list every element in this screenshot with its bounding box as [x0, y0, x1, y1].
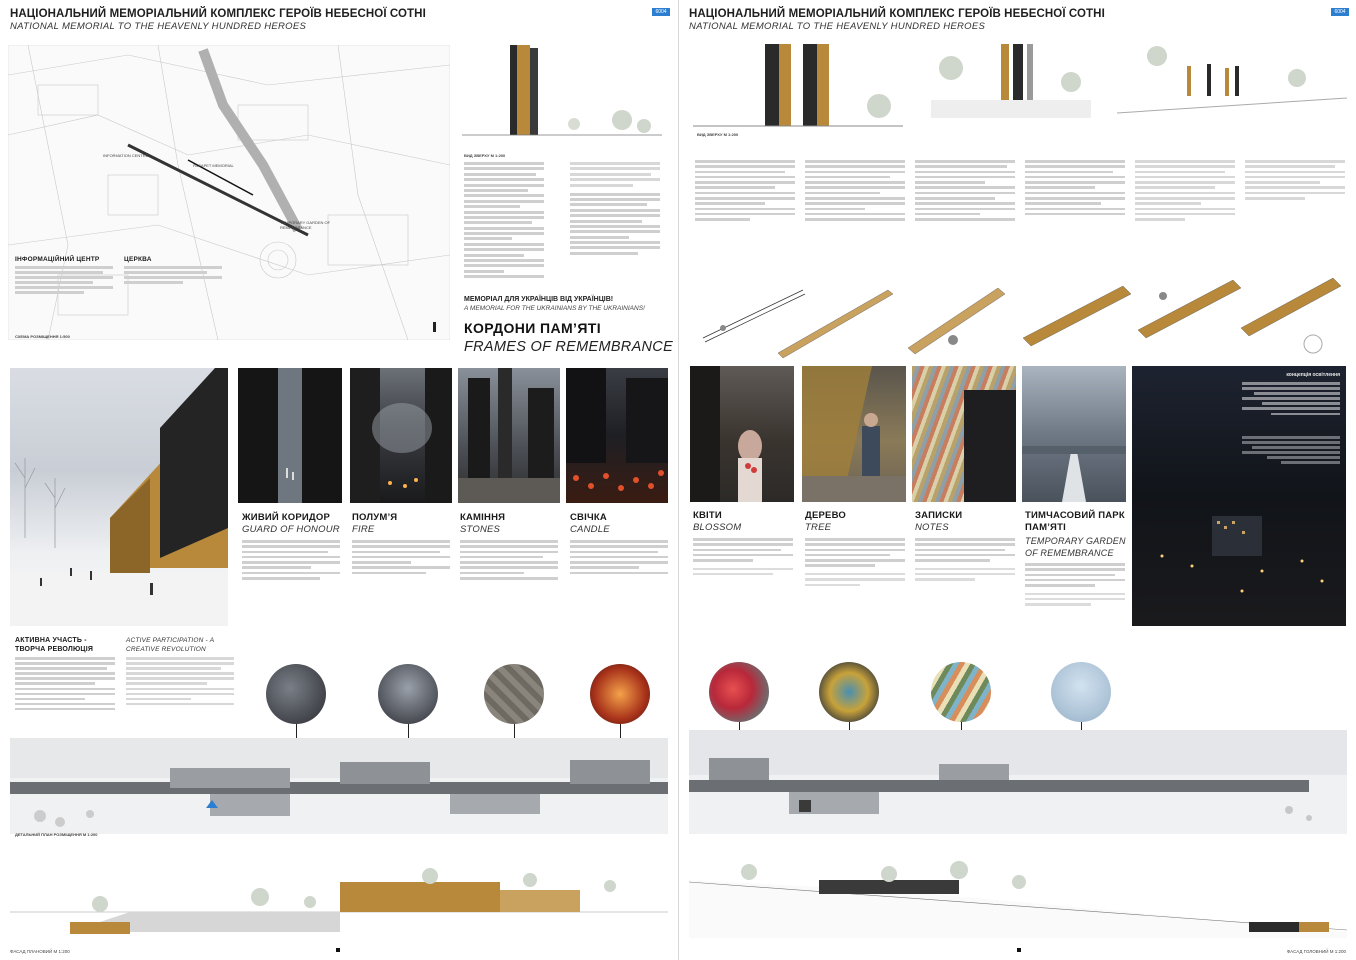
circle-photo-tree: [819, 662, 879, 722]
facade-elevation-strip-right: [689, 852, 1347, 938]
concept-subtitle-en: A MEMORIAL FOR THE UKRAINIANS BY THE UKRAINIANS!: [464, 305, 645, 312]
photo-tree: [802, 366, 906, 502]
circle-photo-candle: [590, 664, 650, 724]
church-heading: ЦЕРКВА: [124, 256, 152, 263]
right-page-mark: [1017, 948, 1021, 952]
concept-subtitle-ua: МЕМОРІАЛ ДЛЯ УКРАЇНЦІВ ВІД УКРАЇНЦІВ!: [464, 296, 614, 303]
section-texts-garden: [1025, 563, 1125, 609]
circle-photo-stones: [484, 664, 544, 724]
active-participation-ua: АКТИВНА УЧАСТЬ - ТВОРЧА РЕВОЛЮЦІЯ: [15, 637, 94, 653]
section-guard-en: GUARD OF HONOUR: [242, 524, 340, 535]
circle-photo-guard: [266, 664, 326, 724]
section-texts-blossom: [693, 538, 793, 578]
section-stones-en: STONES: [460, 524, 501, 535]
elevation-drawing-3: [1117, 38, 1347, 138]
masterplan-scale: СХЕМА РОЗМІЩЕННЯ 1:500: [15, 334, 70, 339]
elevation-drawing-1: [693, 38, 903, 138]
section-tree-en: TREE: [805, 522, 832, 533]
photo-temporary-garden: [1022, 366, 1126, 502]
map-label-garden: TEMPORARY GARDEN OF REMEMBRANCE: [280, 220, 331, 230]
map-label-parapet: PARAPET MEMORIAL: [193, 163, 234, 168]
lighting-title: концепція освітлення: [1286, 372, 1340, 378]
right-text-col5: [1135, 160, 1235, 224]
snow-render-photo: [10, 368, 228, 626]
header-title-en-right: NATIONAL MEMORIAL TO THE HEAVENLY HUNDRED HEROES: [689, 21, 986, 32]
info-centre-heading: ІНФОРМАЦІЙНИЙ ЦЕНТР: [15, 256, 100, 263]
concept-view-label: ВИД ЗВЕРХУ М 1:200: [464, 153, 506, 158]
section-notes-ua: ЗАПИСКИ: [915, 510, 963, 521]
section-candle-ua: СВІЧКА: [570, 512, 607, 523]
section-notes-en: NOTES: [915, 522, 949, 533]
active-text-ua: [15, 657, 115, 713]
axonometric-sequence: [693, 268, 1347, 360]
section-fire-en: FIRE: [352, 524, 375, 535]
section-guard-ua: ЖИВИЙ КОРИДОР: [242, 512, 331, 523]
detailed-plan-label: ДЕТАЛЬНИЙ ПЛАН РОЗМІЩЕННЯ М 1:200: [15, 832, 98, 837]
section-tree-ua: ДЕРЕВО: [805, 510, 846, 521]
right-text-col6: [1245, 160, 1345, 202]
detailed-plan-strip: [10, 738, 668, 834]
section-garden-ua: ТИМЧАСОВИЙ ПАРК ПАМ’ЯТІ: [1025, 510, 1125, 533]
concept-title-ua: КОРДОНИ ПАМ’ЯТІ: [464, 320, 602, 336]
facade-elevation-strip: [10, 852, 668, 938]
active-participation-en: ACTIVE PARTICIPATION - A CREATIVE REVOLUTION: [126, 637, 214, 653]
lighting-concept-panel: [1132, 366, 1346, 626]
section-texts-notes: [915, 538, 1015, 584]
right-text-col2: [805, 160, 905, 224]
lighting-text-ua: [1242, 382, 1340, 418]
concept-title-en: FRAMES OF REMEMBRANCE: [464, 339, 674, 355]
section-texts-fire: [352, 540, 450, 577]
left-sheet-footer: ФАСАД ПЛАНОВИЙ М 1:200: [10, 949, 70, 954]
circle-photo-garden: [1051, 662, 1111, 722]
right-sheet-footer: ФАСАД ГОЛОВНИЙ М 1:200: [1286, 949, 1346, 954]
section-garden-en: TEMPORARY GARDEN OF REMEMBRANCE: [1025, 536, 1126, 558]
right-text-col1: [695, 160, 795, 224]
section-texts-left: [242, 540, 340, 582]
memorial-elevation-drawing: [462, 40, 662, 148]
sheet-badge: 6004: [652, 8, 670, 16]
detailed-plan-strip-right: [689, 730, 1347, 834]
section-marker: [433, 322, 436, 332]
photo-stones: [458, 368, 560, 503]
church-text: [124, 266, 222, 296]
section-blossom-en: BLOSSOM: [693, 522, 742, 533]
section-texts-candle: [570, 540, 668, 577]
header-title-en: NATIONAL MEMORIAL TO THE HEAVENLY HUNDRED HEROES: [10, 21, 307, 32]
photo-blossom: [690, 366, 794, 502]
right-text-col3: [915, 160, 1015, 224]
circle-photo-blossom: [709, 662, 769, 722]
concept-text-col2: [570, 162, 660, 292]
sheet-badge-right: 6004: [1331, 8, 1349, 16]
lighting-text-en: [1242, 436, 1340, 467]
right-view-label: ВИД ЗВЕРХУ М 1:200: [697, 132, 739, 137]
info-centre-text: [15, 266, 113, 310]
photo-notes: [912, 366, 1016, 502]
section-texts-stones: [460, 540, 558, 582]
left-page-mark: [336, 948, 340, 952]
section-stones-ua: КАМІННЯ: [460, 512, 506, 523]
circle-photo-fire: [378, 664, 438, 724]
photo-fire: [350, 368, 452, 503]
right-board: [678, 0, 1356, 960]
header-title-ua-right: НАЦІОНАЛЬНИЙ МЕМОРІАЛЬНИЙ КОМПЛЕКС ГЕРОЇВ НЕБЕСНОЇ СОТНІ: [689, 8, 1105, 20]
circle-photo-notes: [931, 662, 991, 722]
active-text-en: [126, 657, 234, 708]
section-blossom-ua: КВІТИ: [693, 510, 722, 521]
photo-candle: [566, 368, 668, 503]
photo-guard-of-honour: [238, 368, 342, 503]
section-texts-tree: [805, 538, 905, 589]
section-fire-ua: ПОЛУМ’Я: [352, 512, 398, 523]
map-label-info-centre: INFORMATION CENTRE: [103, 153, 149, 158]
section-candle-en: CANDLE: [570, 524, 610, 535]
concept-text-col1: [464, 162, 544, 292]
elevation-drawing-2: [931, 38, 1091, 138]
right-text-col4: [1025, 160, 1125, 218]
header-title-ua: НАЦІОНАЛЬНИЙ МЕМОРІАЛЬНИЙ КОМПЛЕКС ГЕРОЇВ НЕБЕСНОЇ СОТНІ: [10, 8, 426, 20]
